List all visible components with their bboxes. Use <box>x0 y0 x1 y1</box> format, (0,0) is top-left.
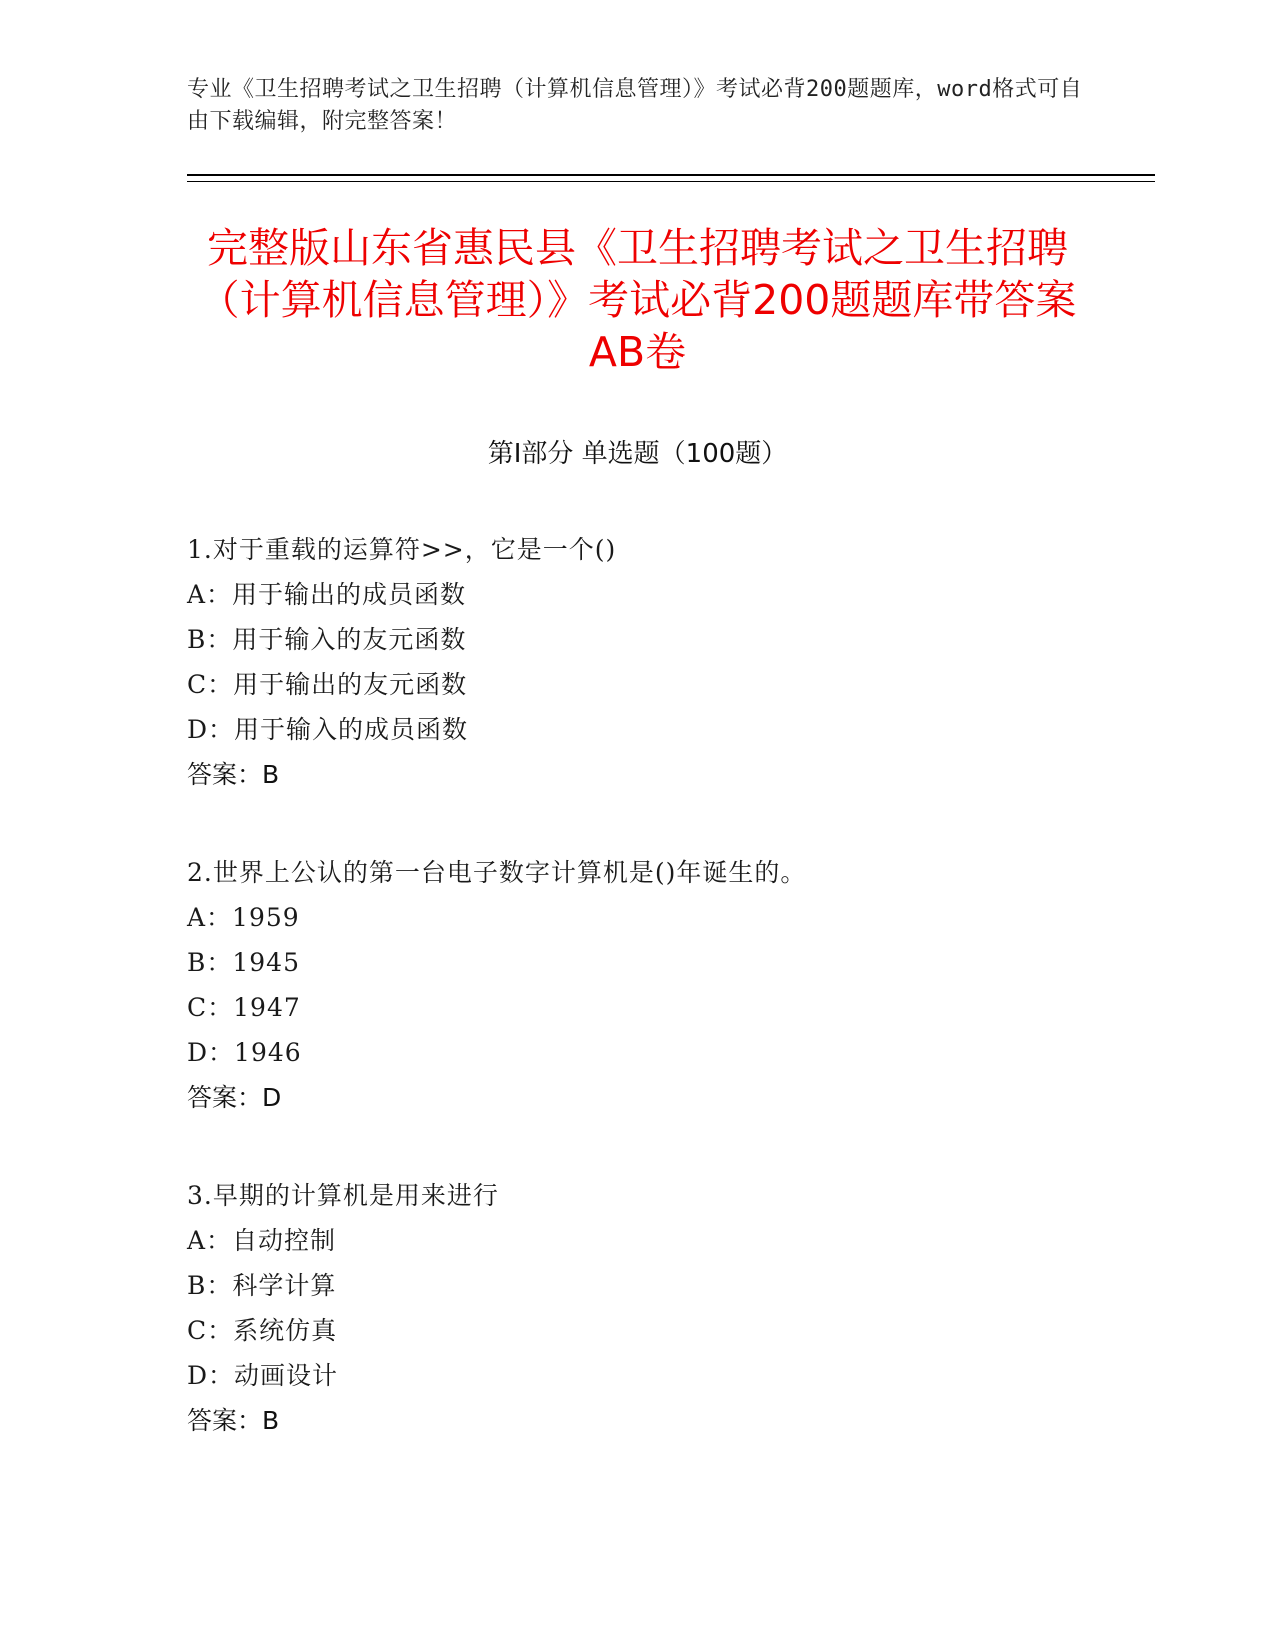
question-stem: 2.世界上公认的第一台电子数字计算机是()年诞生的。 <box>187 858 807 887</box>
option-a: A：用于输出的成员函数 <box>187 580 467 609</box>
option-a: A：1959 <box>187 903 300 932</box>
question-2 <box>187 850 1137 1120</box>
header-divider-thick <box>187 174 1155 176</box>
question-3 <box>187 1173 1137 1443</box>
header-note: 专业《卫生招聘考试之卫生招聘（计算机信息管理）》考试必背200题题库，word格式可自由下载编辑，附完整答案！ <box>187 77 1083 134</box>
option-b: B：科学计算 <box>187 1271 337 1300</box>
section-title: 第Ⅰ部分 单选题（100题） <box>487 439 788 469</box>
answer-line: 答案：D <box>187 1083 282 1112</box>
question-stem: 1.对于重载的运算符>>，它是一个() <box>187 535 617 564</box>
answer-line: 答案：B <box>187 760 280 789</box>
answer-line: 答案：B <box>187 1406 280 1435</box>
option-c: C：1947 <box>187 993 301 1022</box>
option-a: A：自动控制 <box>187 1226 337 1255</box>
option-b: B：1945 <box>187 948 300 977</box>
option-c: C：用于输出的友元函数 <box>187 670 468 699</box>
header-divider-thin <box>187 181 1155 182</box>
option-b: B：用于输入的友元函数 <box>187 625 467 654</box>
document-title: 完整版山东省惠民县《卫生招聘考试之卫生招聘（计算机信息管理）》考试必背200题题库带答案AB卷 <box>198 224 1077 376</box>
option-c: C：系统仿真 <box>187 1316 338 1345</box>
question-1 <box>187 527 1137 797</box>
option-d: D：用于输入的成员函数 <box>187 715 469 744</box>
question-list <box>187 527 1137 1496</box>
option-d: D：动画设计 <box>187 1361 339 1390</box>
question-stem: 3.早期的计算机是用来进行 <box>187 1181 499 1210</box>
option-d: D：1946 <box>187 1038 302 1067</box>
